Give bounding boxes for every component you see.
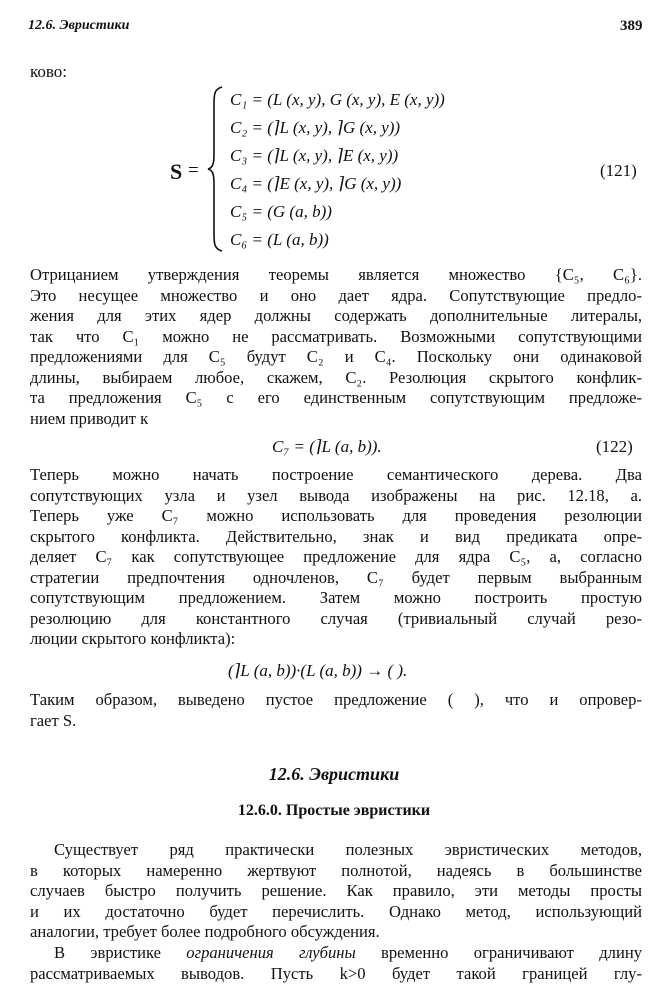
text-run: временно ограничивают длину [355, 943, 642, 962]
clause-c2: C₂ = (⌉L (x, y), ⌉G (x, y)) [230, 118, 401, 137]
text-run: В эвристике [54, 943, 187, 962]
paragraph-line: Отрицанием утверждения теоремы является множество {C₅, C₆}. [30, 265, 642, 284]
clause-c5: C₅ = (G (a, b)) [230, 202, 332, 221]
equation-number-121: (121) [600, 161, 637, 180]
paragraph-line: жения для этих ядер должны содержать дополнительные литералы, [30, 306, 642, 325]
paragraph-line: скрытого конфликта. Действительно, знак и вид предиката опре- [30, 526, 642, 546]
paragraph-line: предложениями для C₅ будут C₂ и C₄. Поскольку они одинаковой [30, 347, 642, 366]
paragraph-line: та предложения C₅ с его единственным сопутствующим предложе- [30, 388, 642, 407]
paragraph-line: аналогии, требует более подробного обсуждения. [30, 922, 380, 941]
paragraph-1 [30, 265, 642, 429]
running-header-title: 12.6. Эвристики [28, 18, 130, 33]
paragraph-line [30, 943, 642, 964]
equation-122: C₇ = (⌉L (a, b)). [272, 437, 382, 456]
paragraph-3 [30, 690, 642, 731]
left-brace-icon [206, 85, 226, 253]
paragraph-5 [30, 943, 642, 984]
paragraph-line: сопутствующих узла и узел вывода изображены на рис. 12.18, a. [30, 485, 642, 505]
clause-c6: C₆ = (L (a, b)) [230, 230, 329, 249]
set-equals-sign: = [188, 160, 199, 181]
paragraph-line: стратегии предпочтения одночленов, C₇ будет первым выбранным [30, 567, 642, 587]
clause-c3: C₃ = (⌉L (x, y), ⌉E (x, y)) [230, 146, 399, 165]
resolution-formula: (⌉L (a, b))·(L (a, b)) → ( ). [228, 661, 408, 680]
emphasized-term: ограничения глубины [186, 943, 356, 962]
clause-c1: C₁ = (L (x, y), G (x, y), E (x, y)) [230, 90, 445, 109]
paragraph-line: случаев быстро получить решение. Как правило, эти методы просты [30, 881, 642, 900]
continuation-text: ково: [30, 62, 68, 81]
paragraph-line: Это несущее множество и оно дает ядра. Сопутствующие предло- [30, 285, 642, 305]
paragraph-line: сопутствующим предложением. Затем можно построить простую [30, 588, 642, 607]
paragraph-4 [30, 840, 642, 943]
paragraph-line: гает S. [30, 710, 77, 730]
paragraph-line: в которых намеренно жертвуют полнотой, надеясь в большинстве [30, 860, 642, 880]
paragraph-line: резолюцию для константного случая (тривиальный случай резо- [30, 608, 642, 628]
paragraph-line: рассматриваемых выводов. Пусть k>0 будет такой границей глу- [30, 963, 642, 983]
set-label: S [170, 159, 183, 184]
clause-c4: C₄ = (⌉E (x, y), ⌉G (x, y)) [230, 174, 402, 193]
paragraph-line: так что C₁ можно не рассматривать. Возможными сопутствующими [30, 326, 642, 346]
paragraph-line: Теперь уже C₇ можно использовать для проведения резолюции [30, 506, 642, 525]
paragraph-line: Теперь можно начать построение семантического дерева. Два [30, 465, 642, 484]
paragraph-line: деляет C₇ как сопутствующее предложение для ядра C₅, а, согласно [30, 547, 642, 566]
section-title: 12.6. Эвристики [268, 764, 400, 784]
page-number: 389 [620, 18, 643, 34]
equation-number-122: (122) [596, 437, 633, 456]
paragraph-line: Таким образом, выведено пустое предложение ( ), что и опровер- [30, 690, 642, 709]
paragraph-line: люции скрытого конфликта): [30, 629, 236, 648]
paragraph-line: и их достаточно будет перечислить. Однако метод, использующий [30, 901, 642, 921]
paragraph-2 [30, 465, 642, 650]
paragraph-line: длины, выбираем любое, скажем, C₂. Резолюция скрытого конфлик- [30, 367, 642, 387]
paragraph-line: Существует ряд практически полезных эвристических методов, [54, 840, 642, 859]
paragraph-line: нием приводит к [30, 408, 149, 428]
subsection-title: 12.6.0. Простые эвристики [237, 802, 431, 819]
